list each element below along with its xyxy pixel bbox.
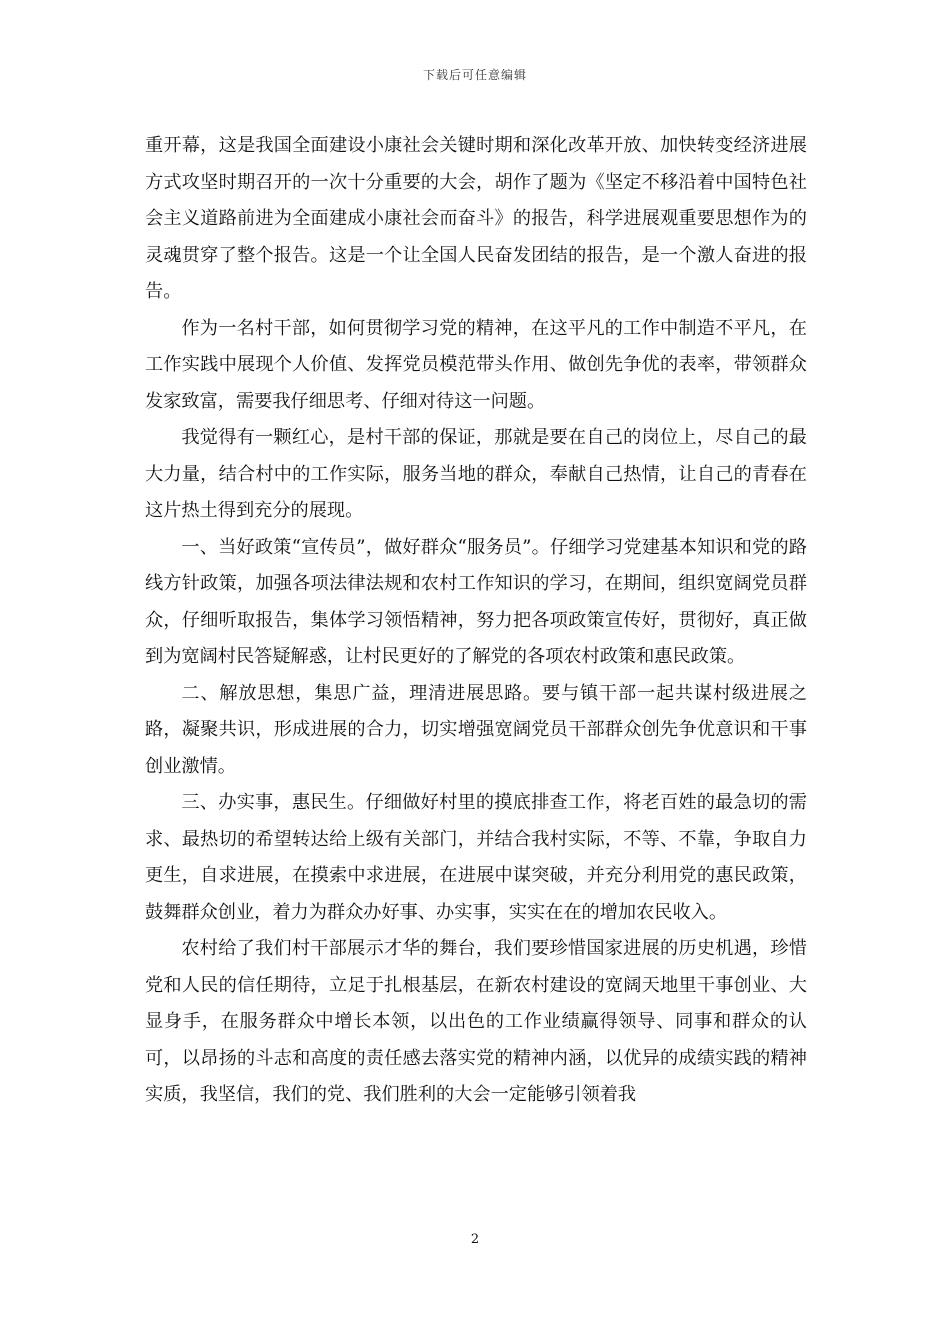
paragraph: 三、办实事，惠民生。仔细做好村里的摸底排查工作，将老百姓的最急切的需求、最热切的希望转达给上级有关部门，并结合我村实际，不等、不靠，争取自力更生，自求进展，在摸索中求进展，在进展中谋突破，并充分利用党的惠民政策，鼓舞群众创业，着力为群众办好事、办实事，实实在在的增加农民收入。 [145, 792, 807, 923]
paragraph: 二、解放思想，集思广益，理清进展思路。要与镇干部一起共谋村级进展之路，凝聚共识，形成进展的合力，切实增强宽阔党员干部群众创先争优意识和干事创业激情。 [145, 682, 807, 777]
paragraph: 一、当好政策“宣传员”，做好群众“服务员”。仔细学习党建基本知识和党的路线方针政策，加强各项法律法规和农村工作知识的学习，在期间，组织宽阔党员群众，仔细听取报告，集体学习领悟精神，努力把各项政策宣传好，贯彻好，真正做到为宽阔村民答疑解惑，让村民更好的了解党的各项农村政策和惠民政策。 [145, 536, 807, 667]
paragraph: 重开幕，这是我国全面建设小康社会关键时期和深化改革开放、加快转变经济进展方式攻坚时期召开的一次十分重要的大会，胡作了题为《坚定不移沿着中国特色社会主义道路前进为全面建成小康社会而奋斗》的报告，科学进展观重要思想作为的灵魂贯穿了整个报告。这是一个让全国人民奋发团结的报告，是一个激人奋进的报告。 [145, 135, 807, 302]
paragraph: 我觉得有一颗红心，是村干部的保证，那就是要在自己的岗位上，尽自己的最大力量，结合村中的工作实际，服务当地的群众，奉献自己热情，让自己的青春在这片热土得到充分的展现。 [145, 427, 807, 521]
paragraph: 作为一名村干部，如何贯彻学习党的精神，在这平凡的工作中制造不平凡，在工作实践中展现个人价值、发挥党员模范带头作用、做创先争优的表率，带领群众发家致富，需要我仔细思考、仔细对待这一问题。 [145, 317, 807, 412]
paragraph: 农村给了我们村干部展示才华的舞台，我们要珍惜国家进展的历史机遇，珍惜党和人民的信任期待，立足于扎根基层，在新农村建设的宽阔天地里干事创业、大显身手，在服务群众中增长本领，以出色的工作业绩赢得领导、同事和群众的认可，以昂扬的斗志和高度的责任感去落实党的精神内涵，以优异的成绩实践的精神实质，我坚信，我们的党、我们胜利的大会一定能够引领着我 [145, 938, 807, 1105]
document-body [145, 128, 807, 1114]
page-header: 下载后可任意编辑 [422, 68, 527, 82]
page-number: 2 [470, 1232, 480, 1247]
